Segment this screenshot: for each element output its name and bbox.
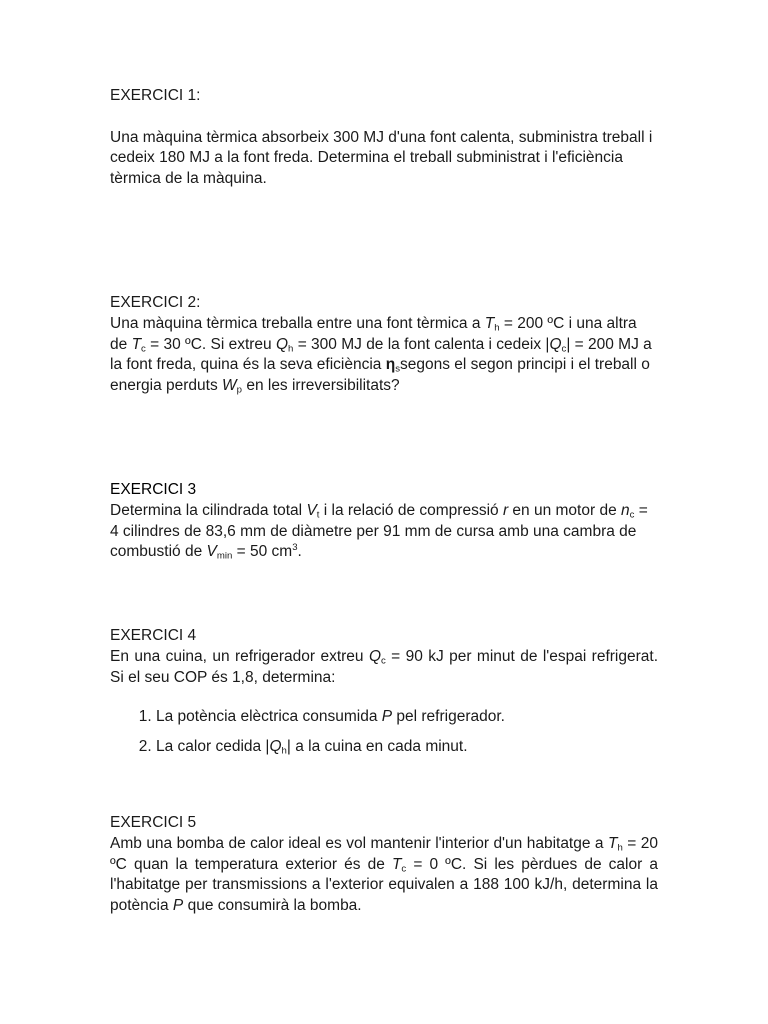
exercise-3-text: Determina la cilindrada total $V_t$ i la relació de compressió r en un motor de $n_c = 4$ cilindres de 83,6 mm de diàmetre per 91 mm de cursa amb una cambra de combustió de $V_{min} = 50$ $cm^3$. [110, 501, 648, 562]
list-item: 2. La calor cedida $|Q_h|$ a la cuina en cada minut. [156, 737, 658, 758]
exercise-1-text: Una màquina tèrmica absorbeix 300 MJ d'una font calenta, subministra treball i cedeix 180 MJ a la font freda. Determina el treball subministrat i l'eficiència tèrmica de la màquina. [110, 128, 653, 188]
exercise-5-title: EXERCICI 5 [110, 814, 197, 831]
document-page [110, 0, 658, 1024]
list-item: 1. La potència elèctrica consumida P pel refrigerador. [156, 707, 658, 728]
exercise-2-text: Una màquina tèrmica treballa entre una font tèrmica a $T_h = 200$ ºC i una altra de $T_c = 30$ ºC. Si extreu $Q_h = 300$ MJ de la font calenta i cedeix $|Q_c| = 200$ MJ a la font freda, quina és la seva eficiència $\eta_ssegons$ el segon principi i el treball o energia perduts $W_p$ en les irreversibilitats? [110, 314, 652, 396]
exercise-5 [110, 813, 658, 917]
exercise-1 [110, 86, 658, 190]
exercise-4-list [110, 707, 658, 757]
exercise-1-title: EXERCICI 1: [110, 87, 201, 104]
exercise-5-text: Amb una bomba de calor ideal es vol mantenir l'interior d'un habitatge a $T_h = 20$ ºC quan la temperatura exterior és de $T_c = 0$ ºC. Si les pèrdues de calor a l'habitatge per transmissions a l'exterior equivalen a 188 100 kJ/h, determina la potència P que consumirà la bomba. [110, 834, 658, 915]
exercise-2 [110, 293, 658, 397]
exercise-3-title: EXERCICI 3 [110, 481, 197, 498]
exercise-4-title: EXERCICI 4 [110, 627, 197, 644]
exercise-3 [110, 480, 658, 563]
exercise-4-text: En una cuina, un refrigerador extreu $Q_c = 90$ kJ per minut de l'espai refrigerat. Si el seu COP és 1,8, determina: [110, 647, 658, 686]
eta-symbol: η [385, 356, 396, 374]
exercise-4 [110, 626, 658, 767]
exercise-2-title: EXERCICI 2: [110, 294, 201, 311]
